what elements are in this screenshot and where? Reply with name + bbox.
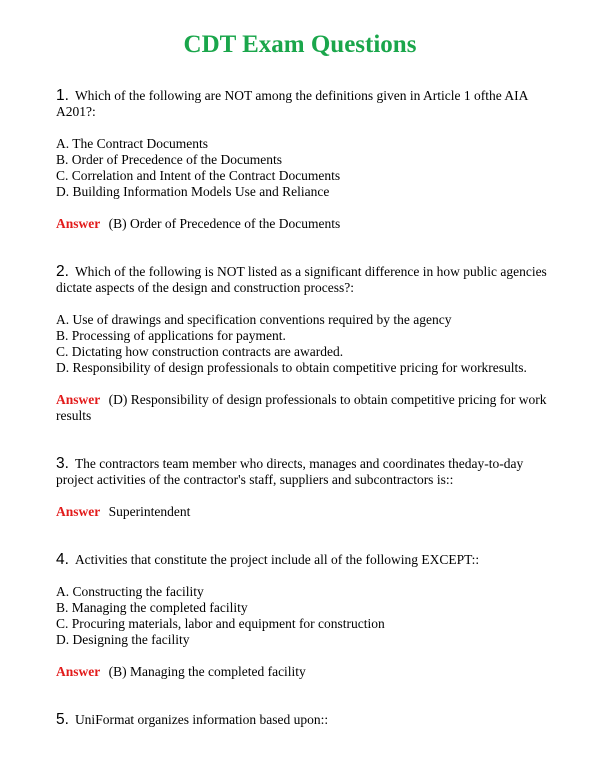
question-1: [56, 88, 556, 120]
answer-label: Answer: [56, 216, 101, 231]
question-4: [56, 552, 556, 568]
options-list: [56, 312, 556, 376]
answer-line: [56, 392, 556, 424]
answer-line: [56, 504, 556, 520]
option-b: B. Managing the completed facility: [56, 600, 248, 615]
answer-text: (B) Order of Precedence of the Documents: [108, 216, 341, 231]
option-a: A. Use of drawings and specification conventions required by the agency: [56, 312, 452, 327]
answer-line: [56, 664, 556, 680]
answer-label: Answer: [56, 504, 101, 519]
option-a: A. Constructing the facility: [56, 584, 204, 599]
question-text: Which of the following are NOT among the definitions given in Article 1 ofthe AIA A201?:: [56, 88, 528, 119]
question-number: 3.: [56, 455, 69, 472]
question-number: 4.: [56, 551, 69, 568]
question-block-3: [56, 456, 556, 520]
answer-line: [56, 216, 556, 232]
option-d: D. Building Information Models Use and Reliance: [56, 184, 330, 199]
options-list: [56, 584, 556, 648]
option-c: C. Dictating how construction contracts are awarded.: [56, 344, 344, 359]
answer-text: Superintendent: [108, 504, 191, 519]
question-text: The contractors team member who directs, manages and coordinates theday-to-day project activities of the contractor's staff, suppliers and subcontractors is::: [56, 456, 524, 487]
option-b: B. Order of Precedence of the Documents: [56, 152, 283, 167]
answer-text: (B) Managing the completed facility: [108, 664, 306, 679]
question-2: [56, 264, 556, 296]
question-number: 5.: [56, 711, 69, 728]
question-block-5: [56, 712, 556, 728]
question-list: [56, 88, 556, 760]
option-c: C. Procuring materials, labor and equipment for construction: [56, 616, 385, 631]
question-3: [56, 456, 556, 488]
question-text: UniFormat organizes information based upon::: [74, 712, 329, 727]
question-number: 1.: [56, 87, 69, 104]
option-b: B. Processing of applications for payment.: [56, 328, 286, 343]
question-block-4: [56, 552, 556, 680]
question-block-2: [56, 264, 556, 424]
question-text: Activities that constitute the project include all of the following EXCEPT::: [74, 552, 480, 567]
question-block-1: [56, 88, 556, 232]
answer-label: Answer: [56, 392, 101, 407]
question-5: [56, 712, 556, 728]
option-d: D. Responsibility of design professionals to obtain competitive pricing for workresults.: [56, 360, 527, 375]
question-text: Which of the following is NOT listed as a significant difference in how public agencies dictate aspects of the design and construction process?:: [56, 264, 547, 295]
answer-label: Answer: [56, 664, 101, 679]
options-list: [56, 136, 556, 200]
page-title: CDT Exam Questions: [183, 31, 417, 58]
option-a: A. The Contract Documents: [56, 136, 208, 151]
option-c: C. Correlation and Intent of the Contract Documents: [56, 168, 341, 183]
option-d: D. Designing the facility: [56, 632, 190, 647]
question-number: 2.: [56, 263, 69, 280]
answer-text: (D) Responsibility of design professionals to obtain competitive pricing for work results: [56, 392, 547, 423]
